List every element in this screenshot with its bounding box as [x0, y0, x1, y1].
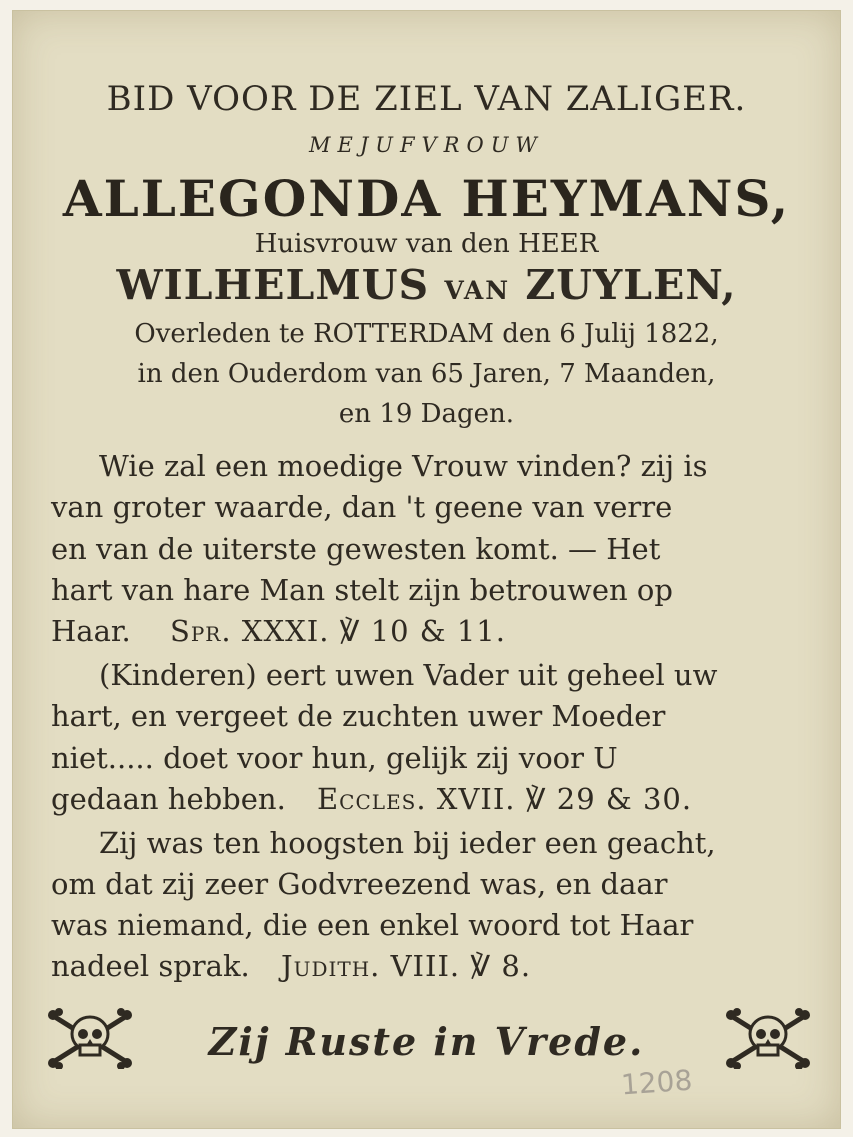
- deceased-name: ALLEGONDA HEYMANS,: [62, 169, 791, 228]
- verse-line: hart, en vergeet de zuchten uwer Moeder: [51, 699, 666, 733]
- verse-line: was niemand, die een enkel woord tot Haar: [51, 908, 694, 942]
- memorial-card: [12, 10, 841, 1129]
- verse-line: om dat zij zeer Godvreezend was, en daar: [51, 867, 668, 901]
- spouse-line: Huisvrouw van den HEER: [254, 229, 599, 259]
- scripture-ref: Eccles. XVII. ℣ 29 & 30.: [317, 782, 693, 816]
- scripture-ref: Judith. VIII. ℣ 8.: [280, 949, 532, 983]
- prayer-heading: BID VOOR DE ZIEL VAN ZALIGER.: [106, 79, 747, 119]
- verse-line: Zij was ten hoogsten bij ieder een geacht,: [99, 826, 716, 860]
- verse-line: (Kinderen) eert uwen Vader uit geheel uw: [99, 658, 718, 692]
- verse-line: niet..... doet voor hun, gelijk zij voor U: [51, 741, 618, 775]
- death-line-2: in den Ouderdom van 65 Jaren, 7 Maanden,: [137, 359, 716, 389]
- spouse-last-name: ZUYLEN,: [525, 261, 737, 309]
- verse-ref-line: [51, 949, 821, 983]
- verse-ref-line: [51, 614, 821, 648]
- title-prefix: MEJUFVROUW: [309, 133, 544, 157]
- verse-end: nadeel sprak.: [51, 949, 250, 983]
- verse-ref-line: [51, 782, 821, 816]
- verse-end: gedaan hebben.: [51, 782, 286, 816]
- death-line-3: en 19 Dagen.: [338, 399, 515, 429]
- skull-crossbones-icon: [725, 1007, 811, 1069]
- handwritten-inventory-number: 1208: [619, 1063, 694, 1102]
- verse-line: van groter waarde, dan 't geene van verre: [51, 490, 673, 524]
- death-line-1: Overleden te ROTTERDAM den 6 Julij 1822,: [134, 319, 719, 349]
- verse-line: en van de uiterste gewesten komt. — Het: [51, 532, 661, 566]
- verse-line: hart van hare Man stelt zijn betrouwen op: [51, 573, 673, 607]
- spouse-van: VAN: [444, 276, 511, 305]
- rest-in-peace: Zij Ruste in Vrede.: [208, 1019, 645, 1064]
- spouse-first-name: WILHELMUS: [116, 261, 430, 309]
- scripture-ref: Spr. XXXI. ℣ 10 & 11.: [169, 614, 506, 648]
- spouse-name: [13, 261, 840, 309]
- verse-line: Wie zal een moedige Vrouw vinden? zij is: [99, 449, 708, 483]
- verse-end: Haar.: [51, 614, 131, 648]
